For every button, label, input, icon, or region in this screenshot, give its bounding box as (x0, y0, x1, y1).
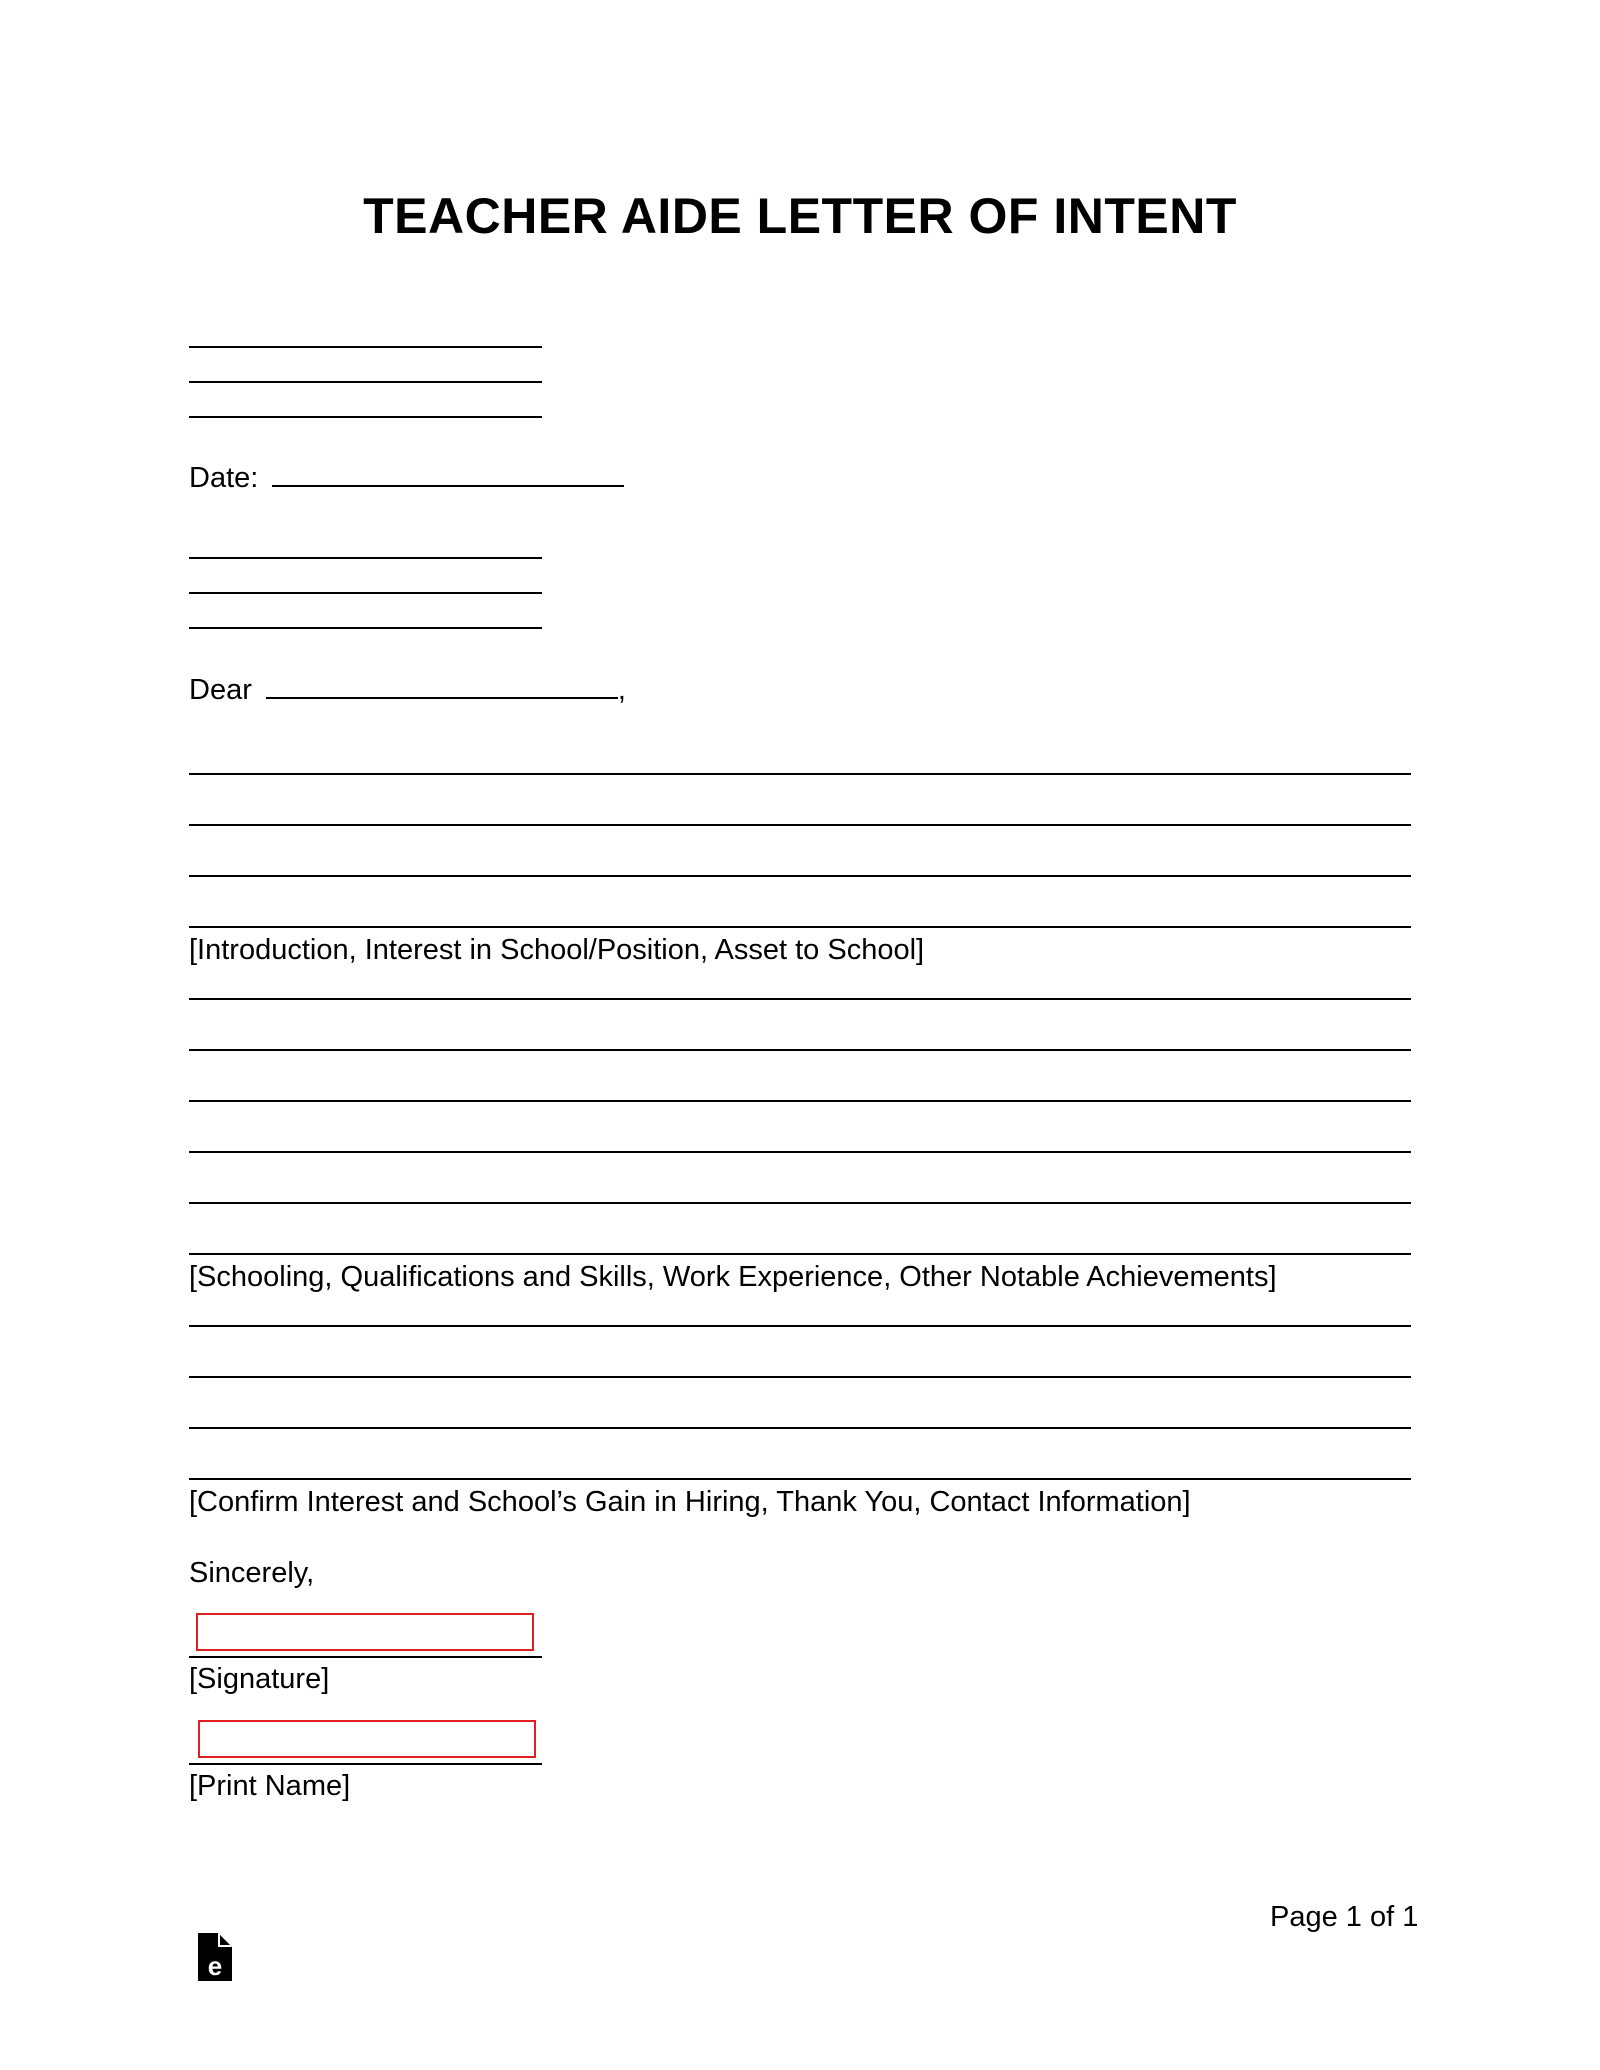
recipient-name-field[interactable] (266, 673, 618, 699)
paragraph-2-line-2[interactable] (189, 1049, 1411, 1051)
recipient-address-line-1[interactable] (189, 557, 542, 559)
print-name-line (189, 1763, 542, 1765)
paragraph-3-line-1[interactable] (189, 1325, 1411, 1327)
document-title: TEACHER AIDE LETTER OF INTENT (363, 188, 1237, 244)
signature-field[interactable] (196, 1613, 534, 1651)
paragraph-1-line-2[interactable] (189, 824, 1411, 826)
closing-word: Sincerely, (189, 1557, 315, 1589)
paragraph-3-line-3[interactable] (189, 1427, 1411, 1429)
paragraph-2-line-6[interactable] (189, 1253, 1411, 1255)
closing-prompt: [Confirm Interest and School’s Gain in Hiring, Thank You, Contact Information] (189, 1486, 1191, 1518)
signature-line (189, 1656, 542, 1658)
paragraph-1-line-4[interactable] (189, 926, 1411, 928)
paragraph-2-line-5[interactable] (189, 1202, 1411, 1204)
salutation-prefix: Dear (189, 674, 252, 706)
paragraph-2-line-4[interactable] (189, 1151, 1411, 1153)
paragraph-2-line-1[interactable] (189, 998, 1411, 1000)
print-name-label: [Print Name] (189, 1770, 351, 1802)
paragraph-3-line-4[interactable] (189, 1478, 1411, 1480)
sender-address-line-1[interactable] (189, 346, 542, 348)
recipient-address-line-3[interactable] (189, 627, 542, 629)
date-field[interactable] (272, 461, 624, 487)
esign-logo-icon (196, 1931, 234, 1983)
salutation-row (189, 673, 626, 707)
sender-address-line-3[interactable] (189, 416, 542, 418)
recipient-address-line-2[interactable] (189, 592, 542, 594)
salutation-comma: , (617, 674, 626, 706)
date-row (189, 461, 624, 495)
qualifications-prompt: [Schooling, Qualifications and Skills, Work Experience, Other Notable Achievements] (189, 1261, 1277, 1293)
paragraph-3-line-2[interactable] (189, 1376, 1411, 1378)
page-number: Page 1 of 1 (1270, 1901, 1419, 1933)
paragraph-2-line-3[interactable] (189, 1100, 1411, 1102)
introduction-prompt: [Introduction, Interest in School/Position, Asset to School] (189, 934, 925, 966)
print-name-field[interactable] (198, 1720, 536, 1758)
sender-address-line-2[interactable] (189, 381, 542, 383)
date-label: Date: (189, 462, 259, 494)
svg-text:e: e (207, 1951, 223, 1981)
paragraph-1-line-3[interactable] (189, 875, 1411, 877)
paragraph-1-line-1[interactable] (189, 773, 1411, 775)
signature-label: [Signature] (189, 1663, 330, 1695)
